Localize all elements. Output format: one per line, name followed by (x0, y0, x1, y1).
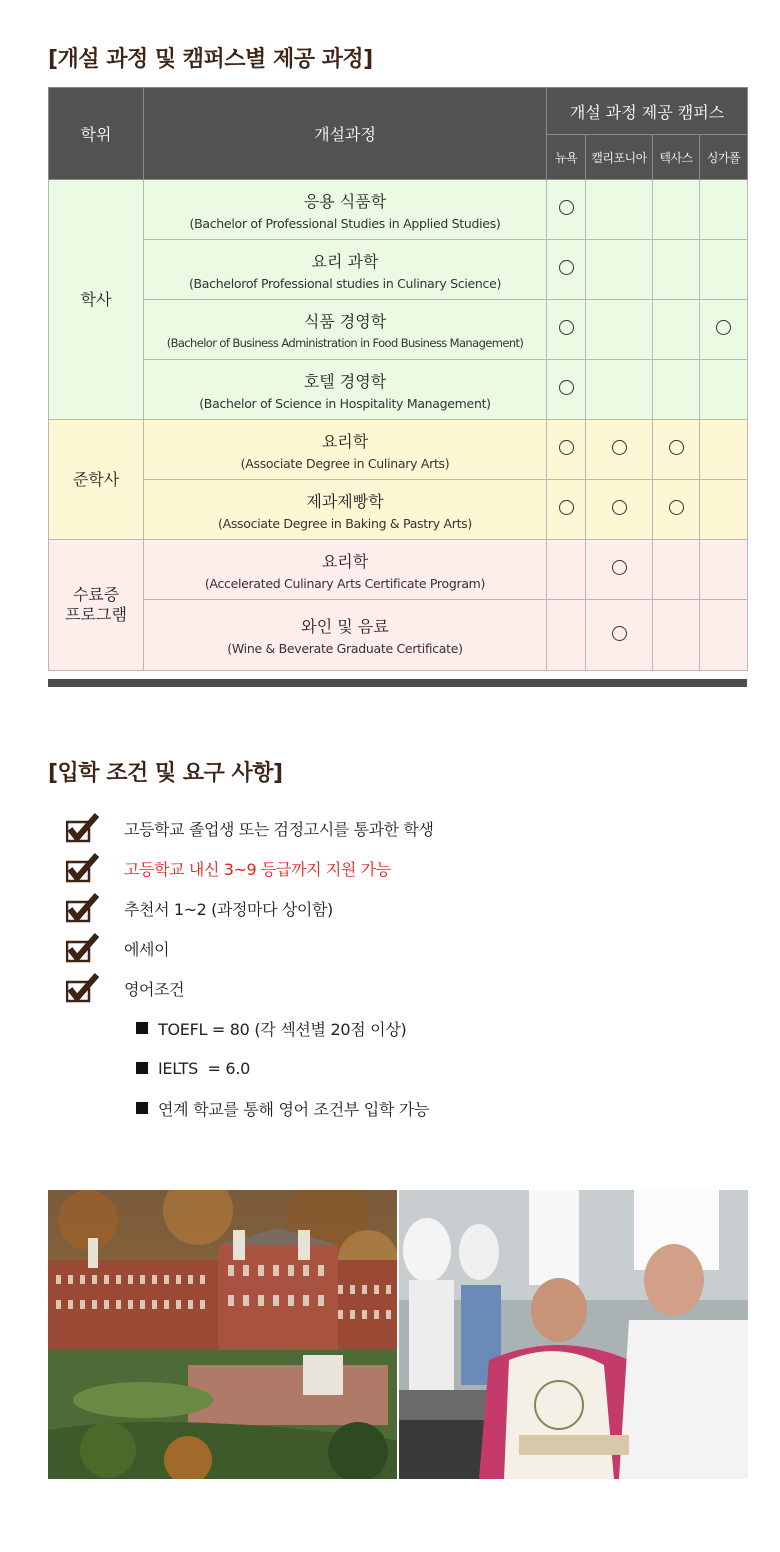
course-row (49, 300, 748, 360)
requirement-text: 에세이 (124, 939, 170, 959)
circle-mark-icon (559, 380, 574, 395)
course-name-en: (Associate Degree in Culinary Arts) (240, 455, 450, 471)
campus-cell-texas (653, 240, 700, 300)
course-name-kr: 응용 식품학 (303, 191, 387, 211)
table-bottom-bar (48, 679, 747, 687)
campus-cell-singapore (700, 360, 748, 420)
circle-mark-icon (612, 560, 627, 575)
circle-mark-icon (612, 440, 627, 455)
requirement-item (66, 928, 434, 968)
degree-cell: 준학사 (49, 420, 144, 540)
course-cell (144, 300, 547, 360)
circle-mark-icon (669, 440, 684, 455)
header-course: 개설과정 (144, 88, 547, 180)
course-name-kr: 요리학 (321, 551, 369, 571)
degree-cell: 학사 (49, 180, 144, 420)
requirement-item (66, 968, 434, 1008)
courses-table (48, 87, 748, 671)
campus-cell-california (586, 240, 653, 300)
campus-cell-texas (653, 300, 700, 360)
campus-cell-texas (653, 420, 700, 480)
circle-mark-icon (559, 500, 574, 515)
circle-mark-icon (716, 320, 731, 335)
campus-cell-newyork (547, 300, 586, 360)
campus-cell-texas (653, 360, 700, 420)
course-name-kr: 와인 및 음료 (301, 617, 389, 636)
campus-cell-texas (653, 480, 700, 540)
course-name-en: (Bachelor of Professional Studies in Applied Studies) (189, 215, 501, 231)
course-name-en: (Accelerated Culinary Arts Certificate Program) (204, 575, 486, 591)
campus-cell-singapore (700, 540, 748, 600)
requirements-list (66, 808, 434, 1008)
requirements-section-title: [입학 조건 및 요구 사항] (48, 761, 283, 786)
course-name-en: (Associate Degree in Baking & Pastry Arts) (218, 515, 472, 531)
course-row (49, 600, 748, 671)
english-requirement-text: 연계 학교를 통해 영어 조건부 입학 가능 (158, 1099, 430, 1119)
course-row (49, 420, 748, 480)
campus-cell-newyork (547, 600, 586, 671)
campus-cell-texas (653, 540, 700, 600)
course-row (49, 240, 748, 300)
square-bullet-icon (136, 1102, 148, 1114)
course-cell (144, 240, 547, 300)
header-campus-texas: 텍사스 (653, 135, 700, 180)
campus-cell-singapore (700, 180, 748, 240)
course-cell (144, 480, 547, 540)
course-name-kr: 식품 경영학 (303, 312, 387, 331)
circle-mark-icon (559, 200, 574, 215)
circle-mark-icon (559, 320, 574, 335)
course-name-kr: 호텔 경영학 (303, 371, 387, 391)
course-cell (144, 420, 547, 480)
circle-mark-icon (559, 260, 574, 275)
checkmark-icon (66, 813, 100, 843)
degree-label-line: 프로그램 (65, 605, 127, 624)
campus-cell-singapore (700, 480, 748, 540)
campus-cell-newyork (547, 240, 586, 300)
checkmark-icon (66, 933, 100, 963)
campus-cell-newyork (547, 180, 586, 240)
course-cell (144, 180, 547, 240)
english-requirement-text: TOEFL = 80 (각 섹션별 20점 이상) (158, 1019, 407, 1039)
requirement-text: 추천서 1~2 (과정마다 상이함) (124, 899, 333, 919)
campus-cell-singapore (700, 420, 748, 480)
english-requirement-item (136, 1008, 429, 1048)
campus-cell-california (586, 300, 653, 360)
degree-label-line: 수료증 (72, 585, 120, 604)
course-name-kr: 요리학 (321, 431, 369, 451)
english-requirement-item (136, 1088, 429, 1128)
campus-cell-newyork (547, 420, 586, 480)
campus-cell-singapore (700, 240, 748, 300)
requirement-item (66, 808, 434, 848)
header-degree: 학위 (49, 88, 144, 180)
header-campus-group: 개설 과정 제공 캠퍼스 (547, 88, 748, 135)
course-cell (144, 540, 547, 600)
course-row (49, 180, 748, 240)
course-cell (144, 600, 547, 671)
requirement-text: 고등학교 졸업생 또는 검정고시를 통과한 학생 (124, 819, 434, 839)
campus-cell-newyork (547, 360, 586, 420)
checkmark-icon (66, 853, 100, 883)
course-name-en: (Bachelorof Professional studies in Culinary Science) (188, 275, 502, 291)
course-name-en: (Wine & Beverate Graduate Certificate) (227, 641, 463, 656)
course-name-kr: 요리 과학 (311, 251, 379, 271)
circle-mark-icon (612, 500, 627, 515)
campus-cell-singapore (700, 300, 748, 360)
circle-mark-icon (559, 440, 574, 455)
header-campus-newyork: 뉴욕 (547, 135, 586, 180)
campus-cell-california (586, 180, 653, 240)
campus-cell-california (586, 360, 653, 420)
course-row (49, 540, 748, 600)
course-row (49, 480, 748, 540)
campus-cell-newyork (547, 540, 586, 600)
header-campus-singapore: 싱가폴 (700, 135, 748, 180)
course-name-en: (Bachelor of Science in Hospitality Management) (199, 395, 491, 411)
english-requirements-list (136, 1008, 429, 1128)
campus-cell-california (586, 540, 653, 600)
degree-cell (49, 540, 144, 671)
circle-mark-icon (669, 500, 684, 515)
requirement-text: 영어조건 (124, 979, 185, 999)
requirement-item (66, 888, 434, 928)
course-row (49, 360, 748, 420)
course-cell (144, 360, 547, 420)
campus-photo (48, 1190, 397, 1479)
campus-cell-texas (653, 600, 700, 671)
kitchen-photo (399, 1190, 748, 1479)
header-campus-california: 캘리포니아 (586, 135, 653, 180)
campus-cell-singapore (700, 600, 748, 671)
english-requirement-item (136, 1048, 429, 1088)
campus-cell-newyork (547, 480, 586, 540)
requirement-text: 고등학교 내신 3~9 등급까지 지원 가능 (124, 859, 391, 879)
checkmark-icon (66, 973, 100, 1003)
english-requirement-text: IELTS = 6.0 (158, 1058, 250, 1078)
circle-mark-icon (612, 626, 627, 641)
requirement-item-highlight (66, 848, 434, 888)
campus-cell-california (586, 420, 653, 480)
campus-cell-california (586, 600, 653, 671)
course-name-kr: 제과제빵학 (306, 491, 384, 511)
courses-section-title: [개설 과정 및 캠퍼스별 제공 과정] (48, 47, 373, 72)
checkmark-icon (66, 893, 100, 923)
square-bullet-icon (136, 1062, 148, 1074)
square-bullet-icon (136, 1022, 148, 1034)
course-name-en: (Bachelor of Business Administration in Food Business Management) (166, 336, 524, 350)
campus-cell-california (586, 480, 653, 540)
campus-cell-texas (653, 180, 700, 240)
